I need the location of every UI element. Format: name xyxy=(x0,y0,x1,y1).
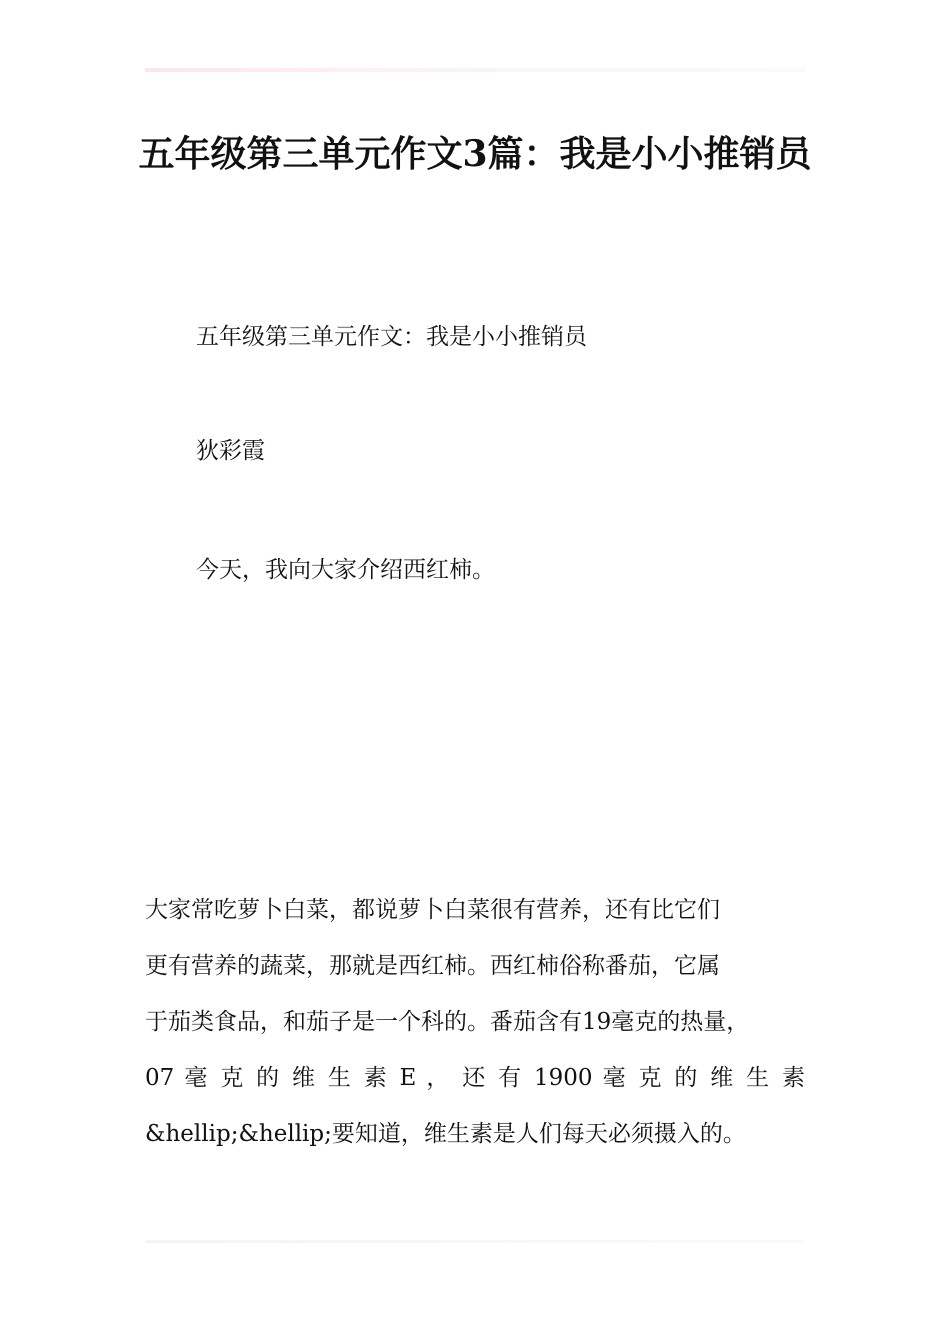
body-line: 07 毫 克 的 维 生 素 E ， 还 有 1900 毫 克 的 维 生 素 xyxy=(145,1065,805,1091)
intro-paragraph: 今天，我向大家介绍西红柿。 xyxy=(196,557,495,583)
author-name: 狄彩霞 xyxy=(196,438,265,464)
document-title: 五年级第三单元作文3篇：我是小小推销员 xyxy=(138,133,812,175)
essay-subtitle: 五年级第三单元作文：我是小小推销员 xyxy=(196,324,587,350)
body-line: 更有营养的蔬菜，那就是西红柿。西红柿俗称番茄，它属 xyxy=(145,953,720,979)
footer-rule xyxy=(145,1240,805,1243)
body-paragraph xyxy=(145,892,835,1172)
body-line: 于茄类食品，和茄子是一个科的。番茄含有19毫克的热量， xyxy=(145,1009,750,1035)
body-line: 大家常吃萝卜白菜，都说萝卜白菜很有营养，还有比它们 xyxy=(145,897,720,923)
header-rule xyxy=(145,68,805,72)
body-line: &hellip;&hellip;要知道，维生素是人们每天必须摄入的。 xyxy=(145,1121,746,1147)
